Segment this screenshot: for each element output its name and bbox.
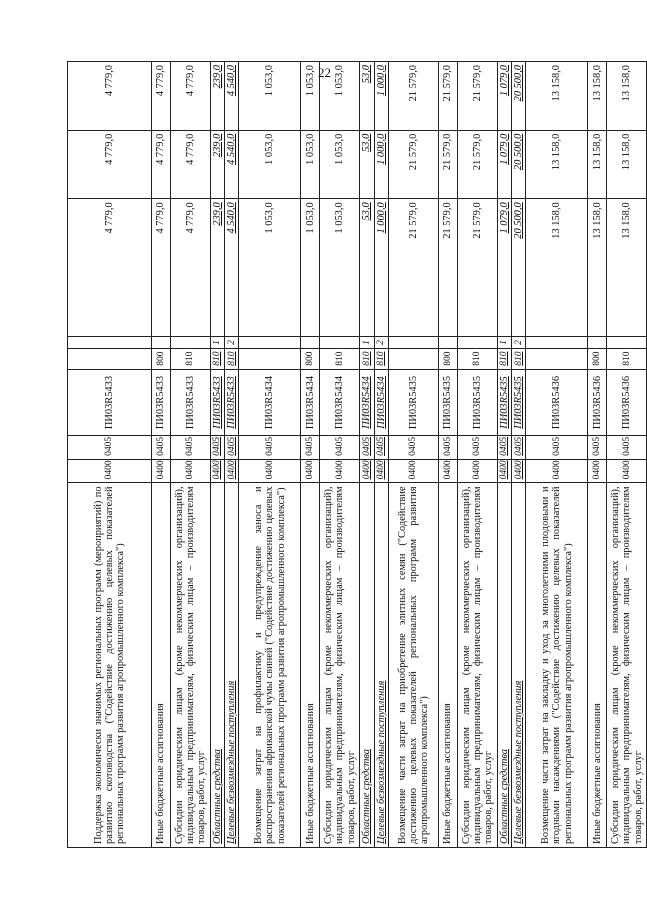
row-target-code: ПИ03R5434 — [301, 369, 320, 435]
table-row — [301, 62, 320, 848]
row-subsection: 0405 — [388, 436, 438, 460]
row-fund-source: 1 — [497, 336, 511, 349]
table-row — [497, 62, 511, 848]
row-value-2: 1 053,0 — [320, 130, 360, 199]
row-value-1: 239,0 — [211, 199, 225, 336]
row-expense-type — [526, 349, 588, 369]
row-value-3: 4 779,0 — [171, 62, 211, 131]
row-subsection: 0405 — [607, 436, 647, 460]
row-subsection: 0405 — [301, 436, 320, 460]
row-value-2: 1 079,0 — [497, 130, 511, 199]
row-value-1: 1 053,0 — [320, 199, 360, 336]
row-target-code: ПИ03R5435 — [457, 369, 497, 435]
row-target-code: ПИ03R5436 — [588, 369, 607, 435]
row-value-2: 13 158,0 — [588, 130, 607, 199]
row-value-3: 21 579,0 — [438, 62, 457, 131]
row-value-2: 13 158,0 — [526, 130, 588, 199]
row-target-code: ПИ03R5433 — [225, 369, 239, 435]
row-value-3: 21 579,0 — [388, 62, 438, 131]
row-subsection: 0405 — [588, 436, 607, 460]
row-value-2: 21 579,0 — [438, 130, 457, 199]
table-row — [360, 62, 374, 848]
row-value-2: 4 779,0 — [152, 130, 171, 199]
row-name: Субсидии юридическим лицам (кроме некоммерческих организаций), индивидуальным предпринимателям, физическим лицам – производителям товаров, работ, услуг — [171, 483, 211, 848]
row-value-1: 13 158,0 — [588, 199, 607, 336]
row-value-2: 53,0 — [360, 130, 374, 199]
row-subsection: 0405 — [152, 436, 171, 460]
row-section: 0400 — [68, 459, 152, 483]
row-subsection: 0405 — [225, 436, 239, 460]
row-section: 0400 — [225, 459, 239, 483]
row-value-3: 21 579,0 — [457, 62, 497, 131]
row-name: Областные средства — [497, 483, 511, 848]
row-name: Иные бюджетные ассигнования — [152, 483, 171, 848]
table-row — [512, 62, 526, 848]
table-row — [526, 62, 588, 848]
row-value-2: 1 053,0 — [301, 130, 320, 199]
row-value-2: 1 053,0 — [239, 130, 301, 199]
row-name: Иные бюджетные ассигнования — [438, 483, 457, 848]
row-name: Иные бюджетные ассигнования — [588, 483, 607, 848]
row-value-3: 53,0 — [360, 62, 374, 131]
row-expense-type — [68, 349, 152, 369]
row-target-code: ПИ03R5433 — [211, 369, 225, 435]
row-expense-type: 810 — [607, 349, 647, 369]
table-row — [320, 62, 360, 848]
row-value-1: 4 779,0 — [171, 199, 211, 336]
row-expense-type: 810 — [211, 349, 225, 369]
row-fund-source: 2 — [225, 336, 239, 349]
row-value-2: 4 779,0 — [171, 130, 211, 199]
row-subsection: 0405 — [211, 436, 225, 460]
row-value-1: 1 053,0 — [301, 199, 320, 336]
row-section: 0400 — [320, 459, 360, 483]
row-section: 0400 — [152, 459, 171, 483]
row-value-1: 1 079,0 — [497, 199, 511, 336]
row-subsection: 0405 — [438, 436, 457, 460]
table-row — [152, 62, 171, 848]
page-number: 22 — [318, 65, 331, 80]
row-name: Субсидии юридическим лицам (кроме некоммерческих организаций), индивидуальным предпринимателям, физическим лицам – производителям товаров, работ, услуг — [607, 483, 647, 848]
row-fund-source — [607, 336, 647, 349]
row-target-code: ПИ03R5434 — [374, 369, 388, 435]
row-name: Субсидии юридическим лицам (кроме некоммерческих организаций), индивидуальным предпринимателям, физическим лицам – производителям товаров, работ, услуг — [457, 483, 497, 848]
row-expense-type: 810 — [374, 349, 388, 369]
row-value-1: 21 579,0 — [388, 199, 438, 336]
table-row — [374, 62, 388, 848]
row-section: 0400 — [239, 459, 301, 483]
row-value-3: 13 158,0 — [526, 62, 588, 131]
row-subsection: 0405 — [374, 436, 388, 460]
row-expense-type: 810 — [320, 349, 360, 369]
row-value-2: 239,0 — [211, 130, 225, 199]
row-name: Областные средства — [211, 483, 225, 848]
row-target-code: ПИ03R5433 — [152, 369, 171, 435]
row-fund-source — [152, 336, 171, 349]
row-target-code: ПИ03R5435 — [512, 369, 526, 435]
row-fund-source — [68, 336, 152, 349]
row-value-1: 21 579,0 — [438, 199, 457, 336]
row-section: 0400 — [512, 459, 526, 483]
row-expense-type: 800 — [152, 349, 171, 369]
row-expense-type: 810 — [497, 349, 511, 369]
row-target-code: ПИ03R5434 — [360, 369, 374, 435]
row-section: 0400 — [438, 459, 457, 483]
row-expense-type: 800 — [438, 349, 457, 369]
row-name: Целевые безвозмездные поступления — [225, 483, 239, 848]
row-value-2: 21 579,0 — [457, 130, 497, 199]
row-subsection: 0405 — [68, 436, 152, 460]
row-expense-type: 800 — [588, 349, 607, 369]
row-value-1: 4 779,0 — [152, 199, 171, 336]
row-value-1: 21 579,0 — [457, 199, 497, 336]
row-subsection: 0405 — [239, 436, 301, 460]
row-name: Субсидии юридическим лицам (кроме некоммерческих организаций), индивидуальным предпринимателям, физическим лицам – производителям товаров, работ, услуг — [320, 483, 360, 848]
table-row — [457, 62, 497, 848]
row-value-3: 1 079,0 — [497, 62, 511, 131]
budget-table — [67, 61, 647, 848]
row-name: Целевые безвозмездные поступления — [374, 483, 388, 848]
row-value-1: 4 540,0 — [225, 199, 239, 336]
row-target-code: ПИ03R5435 — [438, 369, 457, 435]
row-value-3: 239,0 — [211, 62, 225, 131]
row-value-2: 21 579,0 — [388, 130, 438, 199]
row-section: 0400 — [374, 459, 388, 483]
row-value-1: 1 000,0 — [374, 199, 388, 336]
row-fund-source: 1 — [360, 336, 374, 349]
row-subsection: 0405 — [512, 436, 526, 460]
row-target-code: ПИ03R5434 — [239, 369, 301, 435]
row-name: Целевые безвозмездные поступления — [512, 483, 526, 848]
row-value-1: 13 158,0 — [526, 199, 588, 336]
row-value-1: 20 500,0 — [512, 199, 526, 336]
row-value-1: 1 053,0 — [239, 199, 301, 336]
row-fund-source — [457, 336, 497, 349]
row-fund-source: 2 — [374, 336, 388, 349]
row-value-3: 13 158,0 — [588, 62, 607, 131]
row-subsection: 0405 — [360, 436, 374, 460]
row-expense-type — [388, 349, 438, 369]
row-value-1: 53,0 — [360, 199, 374, 336]
row-expense-type: 810 — [171, 349, 211, 369]
row-name: Возмещение затрат на профилактику и предупреждение заноса и распространения африканской чумы свиней ("Содействие достижению целевых показателей региональных программ развития агропромышленного комплекса") — [239, 483, 301, 848]
table-row — [607, 62, 647, 848]
row-value-3: 13 158,0 — [607, 62, 647, 131]
row-section: 0400 — [360, 459, 374, 483]
row-expense-type: 810 — [457, 349, 497, 369]
row-section: 0400 — [211, 459, 225, 483]
row-fund-source — [171, 336, 211, 349]
row-expense-type — [239, 349, 301, 369]
row-fund-source — [301, 336, 320, 349]
row-value-3: 1 053,0 — [301, 62, 320, 131]
row-expense-type: 810 — [512, 349, 526, 369]
row-value-2: 4 779,0 — [68, 130, 152, 199]
row-fund-source — [526, 336, 588, 349]
row-fund-source: 2 — [512, 336, 526, 349]
row-target-code: ПИ03R5436 — [607, 369, 647, 435]
row-value-3: 4 779,0 — [68, 62, 152, 131]
row-fund-source — [320, 336, 360, 349]
table-row — [588, 62, 607, 848]
row-subsection: 0405 — [457, 436, 497, 460]
row-subsection: 0405 — [497, 436, 511, 460]
row-target-code: ПИ03R5435 — [388, 369, 438, 435]
row-value-3: 4 779,0 — [152, 62, 171, 131]
row-value-2: 13 158,0 — [607, 130, 647, 199]
table-row — [211, 62, 225, 848]
row-subsection: 0405 — [171, 436, 211, 460]
row-name: Возмещение части затрат на закладку и уход за многолетними плодовыми и ягодными насаждениями ("Содействие достижению целевых показателей региональных программ развития агропромышленного комплекса") — [526, 483, 588, 848]
row-name: Поддержка экономически значимых региональных программ (мероприятий) по развитию скотоводства ("Содействие достижению целевых показателей региональных программ развития агропромышленного комплекса") — [68, 483, 152, 848]
row-value-2: 1 000,0 — [374, 130, 388, 199]
row-section: 0400 — [526, 459, 588, 483]
table-row — [438, 62, 457, 848]
row-fund-source — [438, 336, 457, 349]
table-row — [225, 62, 239, 848]
row-value-2: 4 540,0 — [225, 130, 239, 199]
row-fund-source — [239, 336, 301, 349]
row-name: Областные средства — [360, 483, 374, 848]
row-section: 0400 — [457, 459, 497, 483]
row-expense-type: 810 — [225, 349, 239, 369]
table-row — [171, 62, 211, 848]
row-target-code: ПИ03R5435 — [497, 369, 511, 435]
row-section: 0400 — [607, 459, 647, 483]
row-subsection: 0405 — [526, 436, 588, 460]
table-row — [68, 62, 152, 848]
row-fund-source — [388, 336, 438, 349]
row-value-3: 1 053,0 — [320, 62, 360, 131]
table-row — [239, 62, 301, 848]
row-section: 0400 — [388, 459, 438, 483]
row-value-3: 1 053,0 — [239, 62, 301, 131]
row-target-code: ПИ03R5433 — [171, 369, 211, 435]
row-target-code: ПИ03R5433 — [68, 369, 152, 435]
row-section: 0400 — [497, 459, 511, 483]
row-subsection: 0405 — [320, 436, 360, 460]
row-value-3: 20 500,0 — [512, 62, 526, 131]
row-name: Иные бюджетные ассигнования — [301, 483, 320, 848]
row-section: 0400 — [588, 459, 607, 483]
row-fund-source: 1 — [211, 336, 225, 349]
row-fund-source — [588, 336, 607, 349]
row-name: Возмещение части затрат на приобретение элитных семян ("Содействие достижению целевых показателей региональных программ развития агропромышленного комплекса") — [388, 483, 438, 848]
row-value-3: 4 540,0 — [225, 62, 239, 131]
row-value-2: 20 500,0 — [512, 130, 526, 199]
row-expense-type: 800 — [301, 349, 320, 369]
row-value-1: 4 779,0 — [68, 199, 152, 336]
row-value-1: 13 158,0 — [607, 199, 647, 336]
row-section: 0400 — [171, 459, 211, 483]
row-target-code: ПИ03R5436 — [526, 369, 588, 435]
row-section: 0400 — [301, 459, 320, 483]
table-row — [388, 62, 438, 848]
row-target-code: ПИ03R5434 — [320, 369, 360, 435]
row-value-3: 1 000,0 — [374, 62, 388, 131]
row-expense-type: 810 — [360, 349, 374, 369]
